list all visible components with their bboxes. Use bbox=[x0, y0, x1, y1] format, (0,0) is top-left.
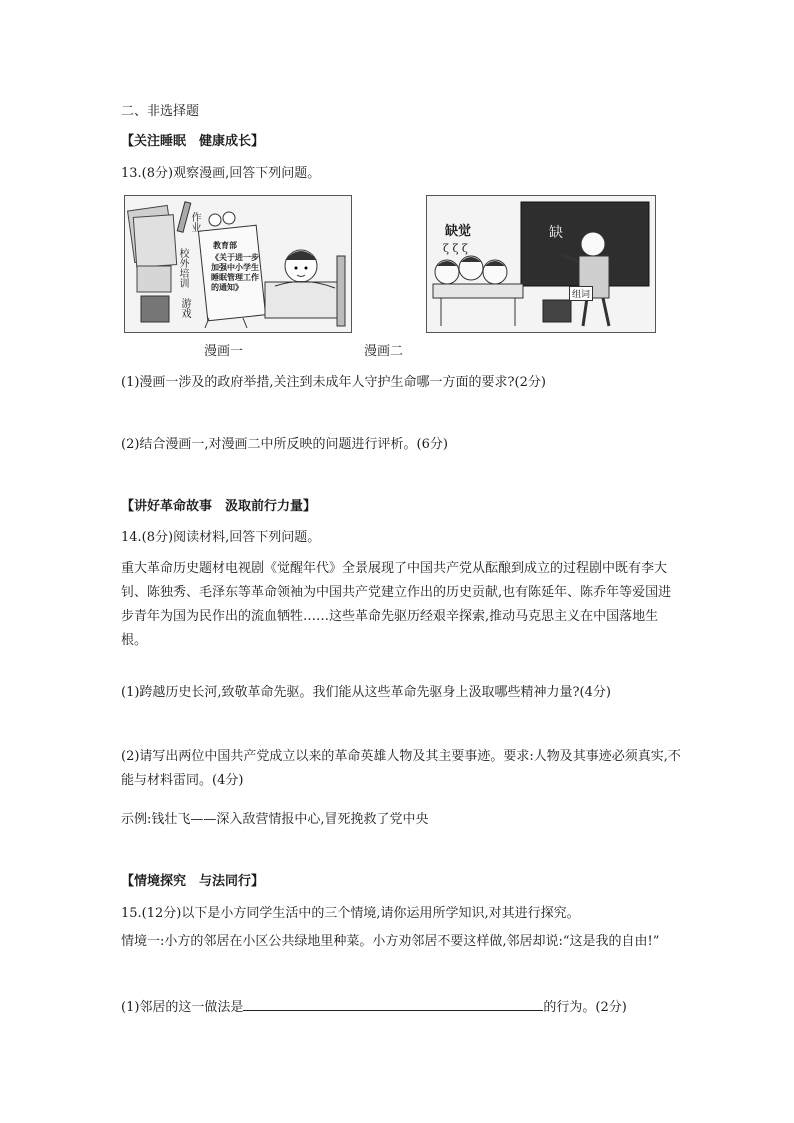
cartoon-1-label-games: 游戏 bbox=[179, 298, 190, 318]
question-15-stem: 15.(12分)以下是小方同学生活中的三个情境,请你运用所学知识,对其进行探究。 bbox=[121, 906, 580, 921]
question-13-stem: 13.(8分)观察漫画,回答下列问题。 bbox=[121, 166, 321, 181]
question-13-sub1: (1)漫画一涉及的政府举措,关注到未成年人守护生命哪一方面的要求?(2分) bbox=[121, 375, 546, 390]
cartoon-2-illustration bbox=[427, 196, 655, 332]
question-13-sub2: (2)结合漫画一,对漫画二中所反映的问题进行评析。(6分) bbox=[121, 437, 448, 452]
topic-heading-revolution: 【讲好革命故事 汲取前行力量】 bbox=[121, 499, 317, 514]
cartoon-1-image bbox=[124, 195, 352, 333]
cartoon-2-zzz: ζ ζ ζ bbox=[443, 242, 468, 255]
question-14-sub2: (2)请写出两位中国共产党成立以来的革命英雄人物及其主要事迹。要求:人物及其事迹必须真实,不能与材料雷同。(4分) bbox=[121, 749, 681, 788]
question-14-example: 示例:钱壮飞——深入敌营情报中心,冒死挽救了党中央 bbox=[121, 812, 429, 827]
question-14-material: 重大革命历史题材电视剧《觉醒年代》全景展现了中国共产党从酝酿到成立的过程剧中既有李大钊、陈独秀、毛泽东等革命领袖为中国共产党建立作出的历史贡献,也有陈延年、陈乔年等爱国进步青年为国为民作出的流血牺牲……这些革命先驱历经艰辛探索,推动马克思主义在中国落地生根。 bbox=[121, 561, 672, 648]
question-15-sub1-prefix: (1)邻居的这一做法是 bbox=[121, 1000, 244, 1015]
topic-heading-law: 【情境探究 与法同行】 bbox=[121, 874, 265, 889]
cartoon-1-label-homework: 作业 bbox=[189, 212, 200, 232]
question-15-scene1: 情境一:小方的邻居在小区公共绿地里种菜。小方劝邻居不要这样做,邻居却说:“这是我的自由!” bbox=[121, 934, 660, 949]
cartoon-1-caption: 漫画一 bbox=[204, 344, 244, 359]
answer-blank[interactable] bbox=[243, 998, 543, 1011]
cartoon-2-caption: 漫画二 bbox=[364, 344, 404, 359]
section-title: 二、非选择题 bbox=[121, 104, 200, 119]
question-15-sub1 bbox=[121, 998, 627, 1016]
cartoon-2-blackboard-char: 缺 bbox=[549, 225, 563, 241]
cartoon-2-label-sleepless: 缺觉 bbox=[445, 224, 472, 239]
question-14-sub1: (1)跨越历史长河,致敬革命先驱。我们能从这些革命先驱身上汲取哪些精神力量?(4分) bbox=[121, 685, 611, 700]
cartoon-1-doc-title: 教育部 bbox=[213, 240, 237, 250]
cartoon-1-label-tutoring: 校外培训 bbox=[177, 248, 188, 288]
cartoon-2-sign: 组词 bbox=[569, 286, 593, 301]
topic-heading-sleep: 【关注睡眠 健康成长】 bbox=[121, 134, 265, 149]
question-15-sub1-suffix: 的行为。(2分) bbox=[543, 1000, 627, 1015]
cartoon-2-image bbox=[426, 195, 656, 333]
cartoon-1-doc-body: 《关于进一步加强中小学生睡眠管理工作的通知》 bbox=[211, 252, 259, 292]
question-14-stem: 14.(8分)阅读材料,回答下列问题。 bbox=[121, 530, 321, 545]
